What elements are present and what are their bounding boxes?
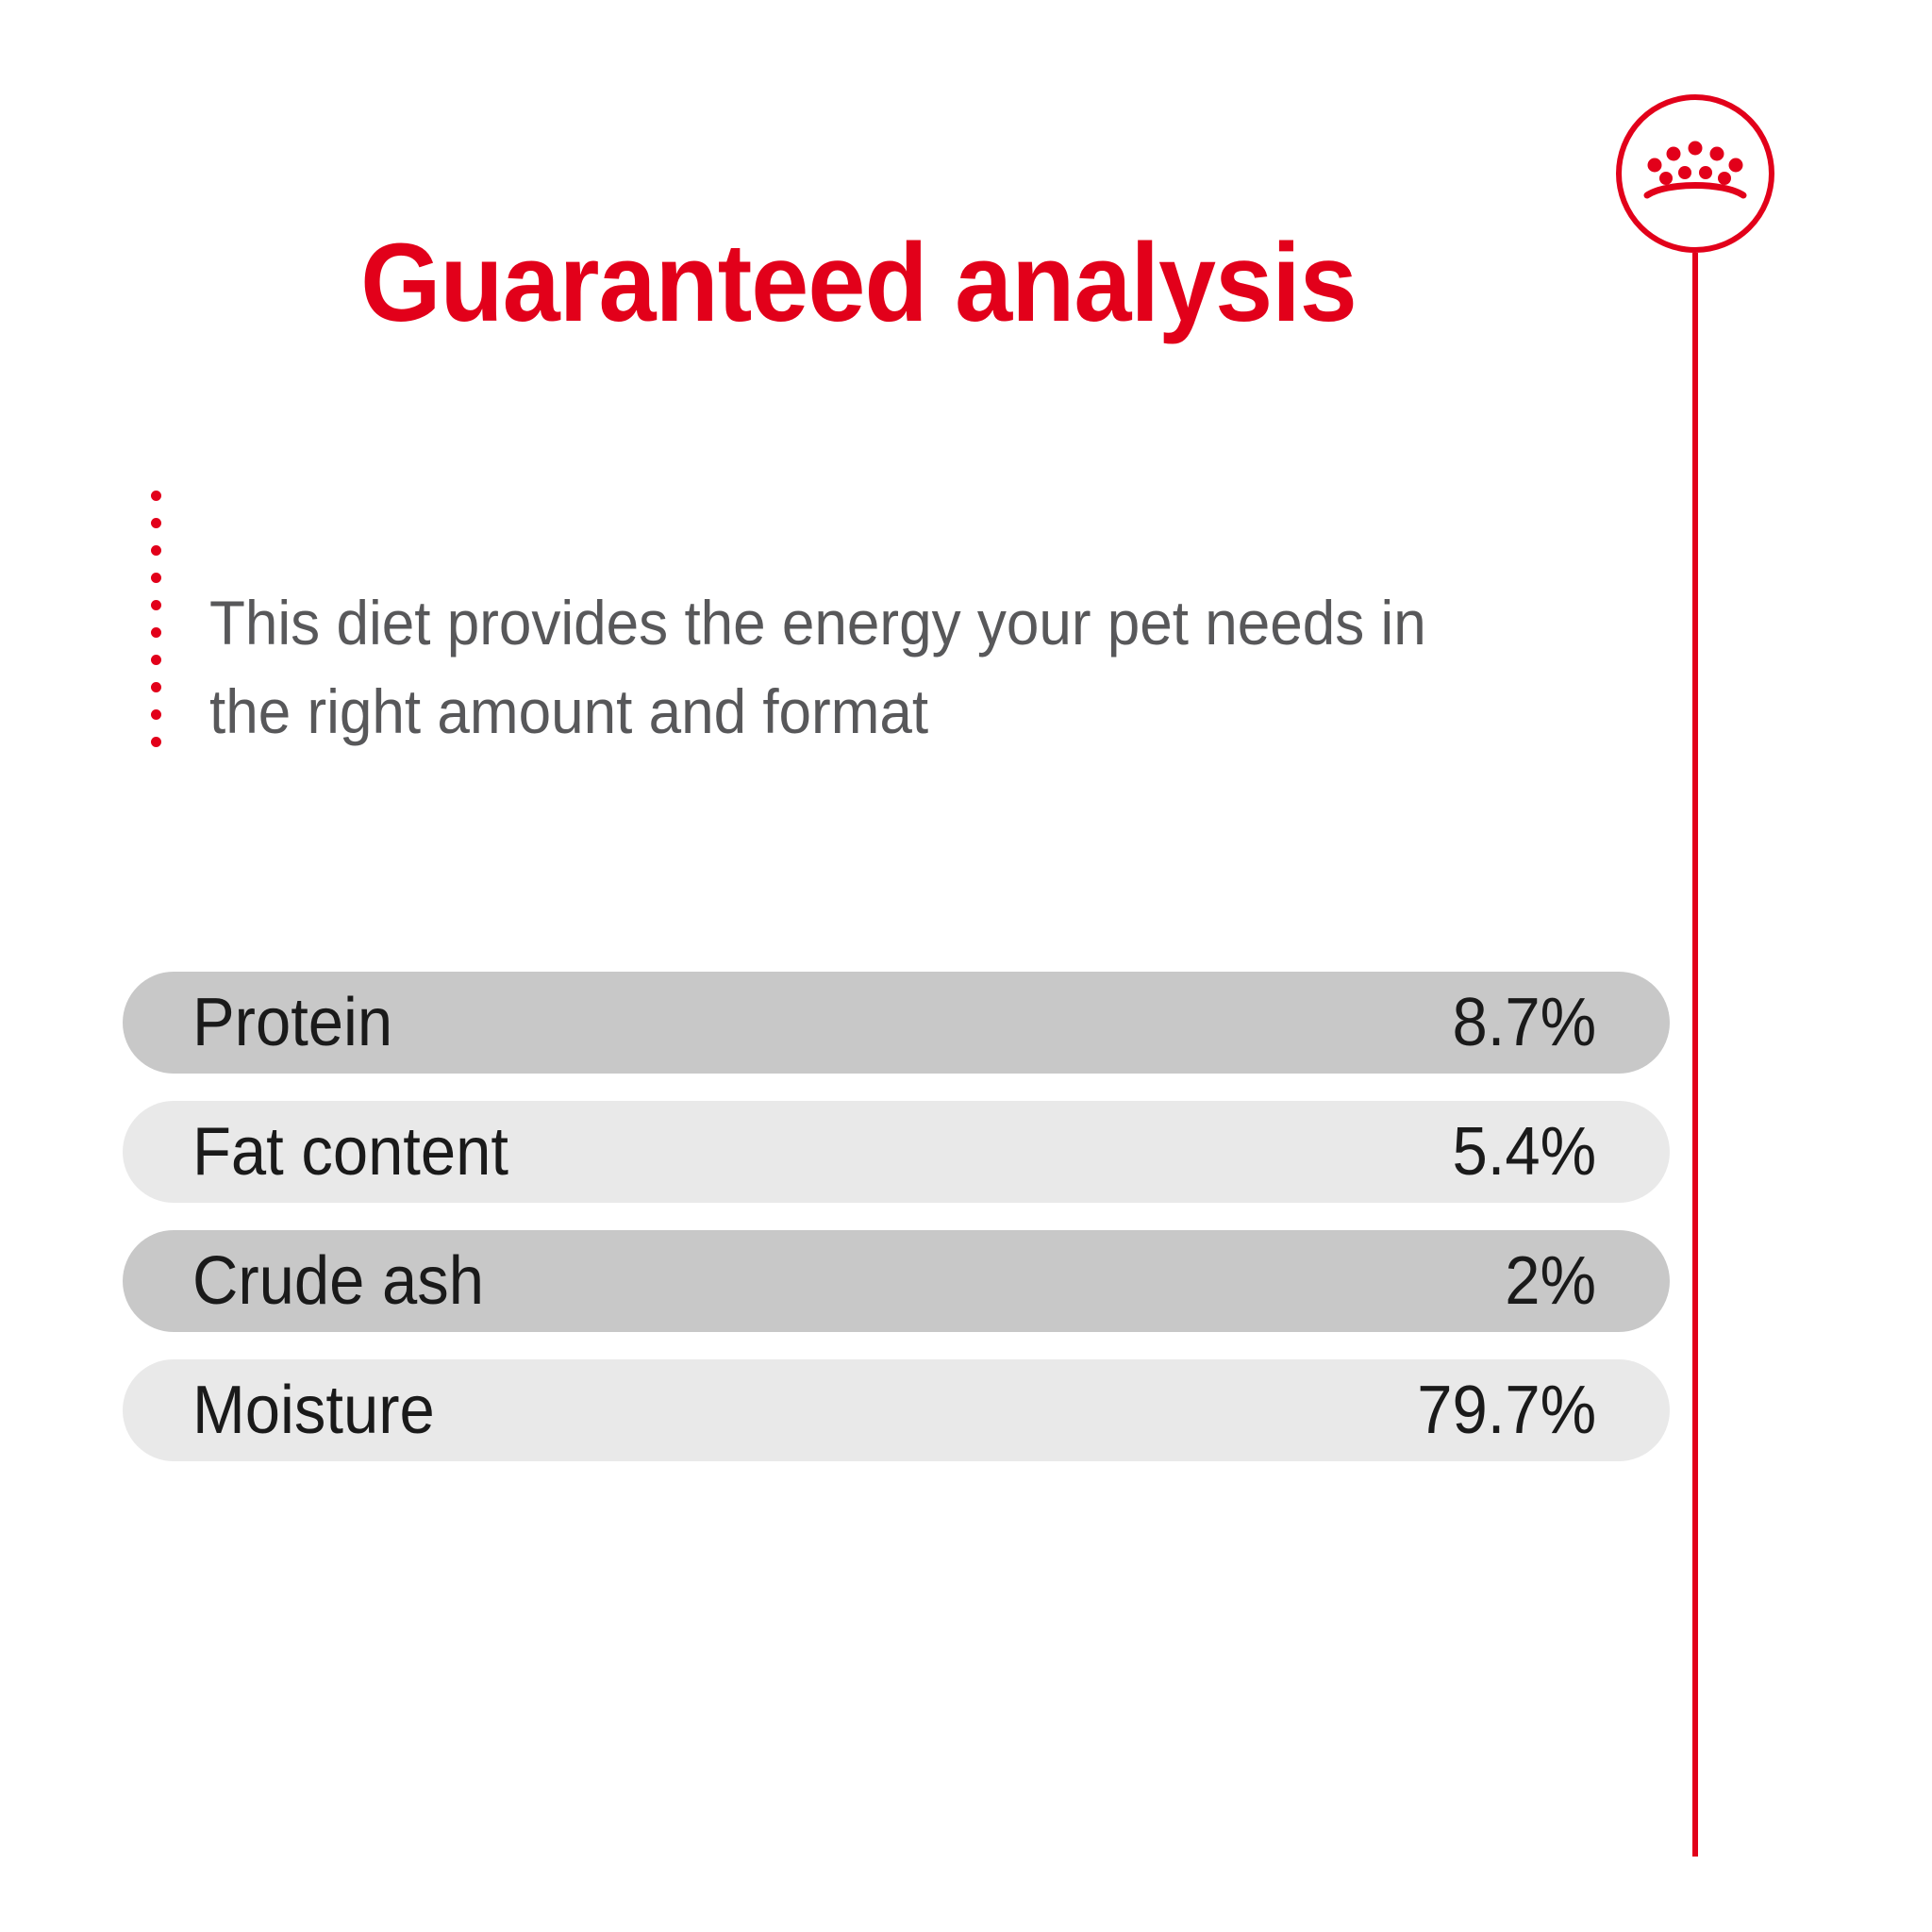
analysis-row-value: 5.4% [1452, 1114, 1596, 1190]
analysis-row-crude-ash [123, 1230, 1670, 1332]
analysis-row-fat-content [123, 1101, 1670, 1203]
analysis-row-value: 79.7% [1417, 1373, 1596, 1448]
royal-canin-crown-icon [1643, 137, 1747, 210]
analysis-list [123, 972, 1670, 1489]
analysis-row-label: Moisture [192, 1373, 435, 1448]
analysis-row-label: Protein [192, 985, 393, 1060]
page-title: Guaranteed analysis [360, 221, 1357, 346]
intro-text: This diet provides the energy your pet needs in the right amount and format [209, 588, 1426, 746]
analysis-row-value: 8.7% [1452, 985, 1596, 1060]
brand-stem-line [1692, 253, 1698, 1857]
analysis-row-moisture [123, 1359, 1670, 1461]
analysis-row-label: Fat content [192, 1114, 509, 1190]
analysis-row-label: Crude ash [192, 1243, 484, 1319]
analysis-row-protein [123, 972, 1670, 1074]
brand-mark-group [1536, 0, 1932, 1932]
dotted-accent-rule [151, 491, 162, 764]
royal-canin-badge [1616, 94, 1774, 253]
analysis-row-value: 2% [1505, 1243, 1596, 1319]
